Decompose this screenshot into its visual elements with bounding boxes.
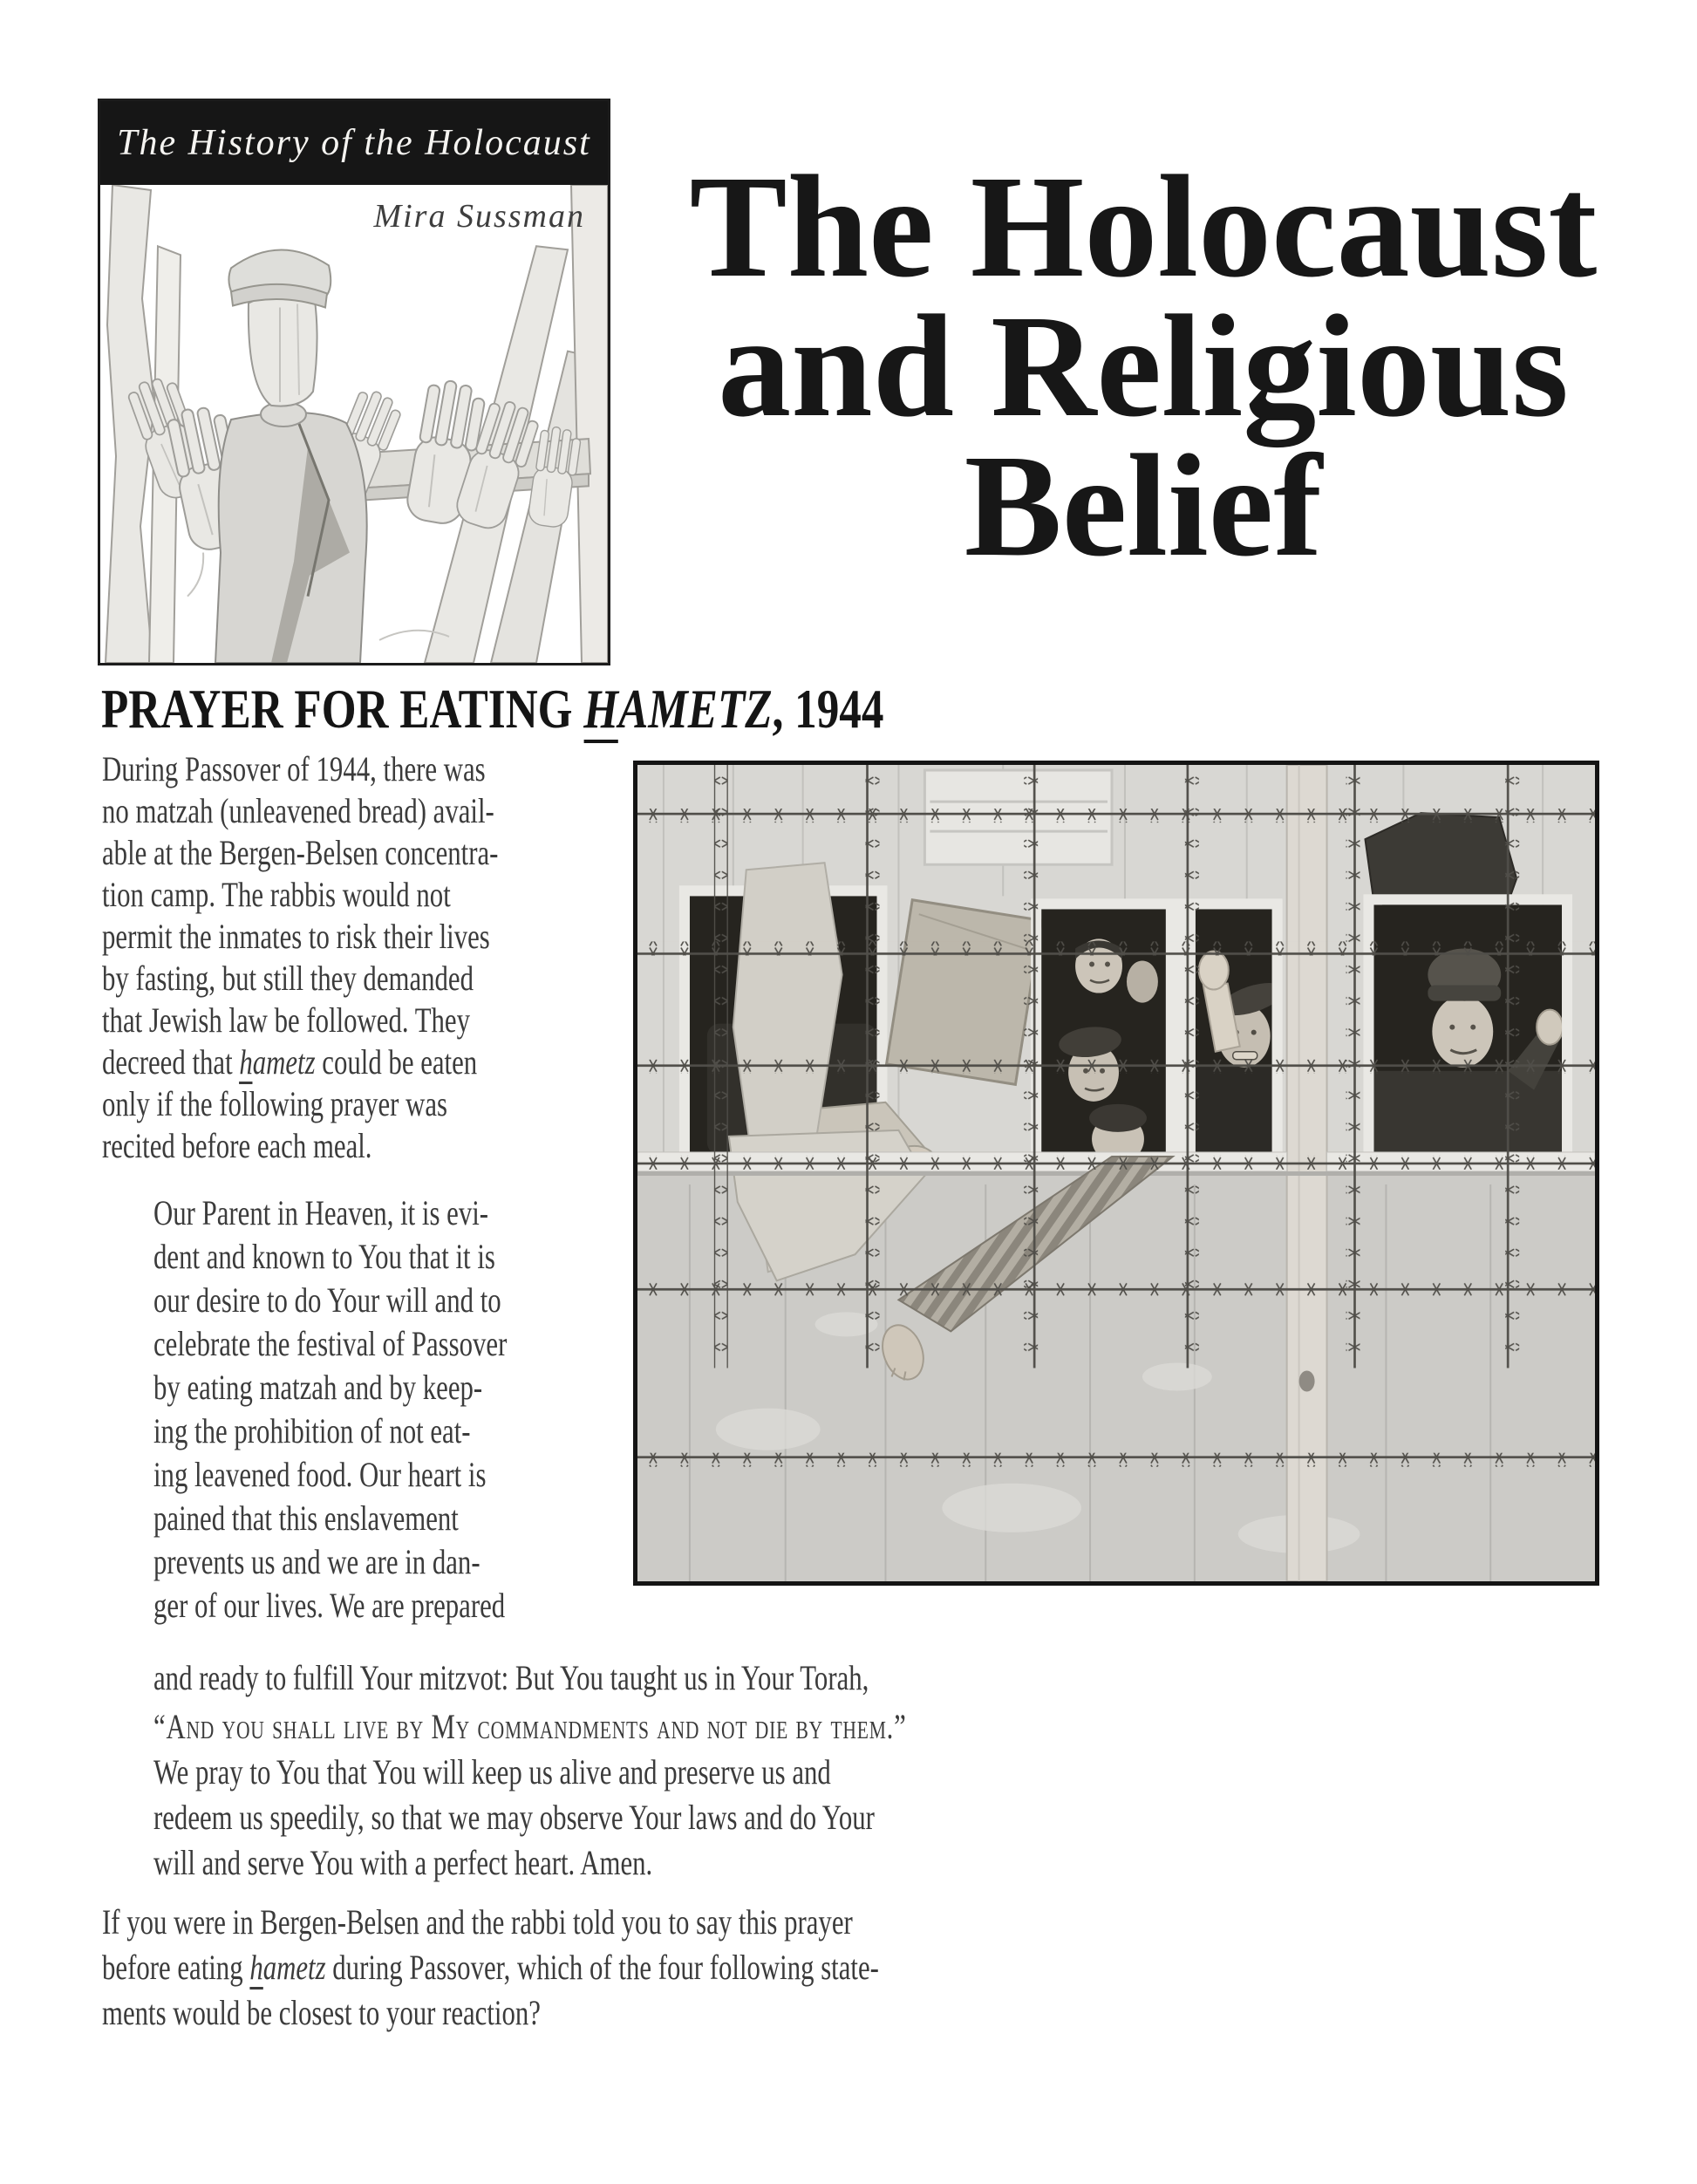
section-heading bbox=[101, 679, 884, 740]
page-title-line: The Holocaust bbox=[689, 146, 1598, 308]
text-line: ments would be closest to your reaction? bbox=[102, 1993, 541, 2032]
window-right bbox=[1368, 899, 1567, 1166]
hametz-word: ametz bbox=[252, 1042, 316, 1082]
section-heading-het-letter: H bbox=[583, 678, 618, 743]
prayer-second-paragraph bbox=[153, 1750, 1090, 1886]
text-line: recited before each meal. bbox=[102, 1126, 372, 1165]
text-line: We pray to You that You will keep us alive and preserve us and bbox=[153, 1752, 831, 1792]
text-line: During Passover of 1944, there was bbox=[102, 749, 486, 788]
text-line: pained that this enslavement bbox=[153, 1498, 459, 1538]
text-line: ger of our lives. We are prepared bbox=[153, 1586, 506, 1625]
text-line: celebrate the festival of Passover bbox=[153, 1324, 508, 1363]
prayer-indented-block bbox=[153, 1191, 612, 1628]
text-line: ing leavened food. Our heart is bbox=[153, 1455, 487, 1494]
book-cover-title-band bbox=[100, 101, 608, 185]
text-line: redeem us speedily, so that we may observe Your laws and do Your bbox=[153, 1798, 875, 1837]
prayer-continuation-block bbox=[153, 1654, 1131, 1751]
text-line: and ready to fulfill Your mitzvot: But You taught us in Your Torah, bbox=[153, 1658, 869, 1697]
section-heading-hametz: AMETZ bbox=[618, 678, 773, 740]
hametz-het-letter: h bbox=[249, 1948, 262, 1989]
text-line: no matzah (unleavened bread) avail- bbox=[102, 791, 494, 830]
text-line: will and serve You with a perfect heart. Amen. bbox=[153, 1843, 653, 1882]
hametz-het-letter: h bbox=[239, 1042, 252, 1084]
book-author: Mira Sussman bbox=[373, 198, 585, 235]
closing-question-paragraph bbox=[102, 1900, 1111, 2036]
text-line: able at the Bergen-Belsen concentra- bbox=[102, 833, 499, 872]
camp-photo bbox=[633, 761, 1599, 1586]
cardboard-sheet bbox=[887, 900, 1042, 1085]
camp-photo-illustration bbox=[637, 765, 1595, 1581]
cover-art-sketch-illustration bbox=[100, 185, 608, 663]
page-title bbox=[616, 146, 1671, 587]
text-line: dent and known to You that it is bbox=[153, 1237, 495, 1276]
section-heading-pre: PRAYER FOR EATING bbox=[101, 678, 584, 740]
hametz-word: ametz bbox=[262, 1948, 326, 1987]
text-line: only if the following prayer was bbox=[102, 1084, 448, 1123]
text-line: permit the inmates to risk their lives bbox=[102, 917, 490, 956]
text-segment: could be eaten bbox=[315, 1042, 478, 1082]
text-segment: during Passover, which of the four following state- bbox=[325, 1948, 879, 1987]
text-line: prevents us and we are in dan- bbox=[153, 1542, 480, 1581]
text-segment: decreed that bbox=[102, 1042, 240, 1082]
text-line bbox=[102, 1041, 498, 1083]
book-cover-thumbnail bbox=[98, 99, 610, 665]
text-line: ing the prohibition of not eat- bbox=[153, 1411, 471, 1450]
text-segment: before eating bbox=[102, 1948, 250, 1987]
text-line: Our Parent in Heaven, it is evi- bbox=[153, 1193, 489, 1232]
text-line: our desire to do Your will and to bbox=[153, 1280, 501, 1320]
page-title-line: Belief bbox=[964, 425, 1323, 587]
page-title-line: and Religious bbox=[718, 285, 1569, 447]
text-line: by eating matzah and by keep- bbox=[153, 1368, 483, 1407]
section-heading-year: , 1944 bbox=[772, 678, 884, 740]
text-line bbox=[102, 1945, 879, 1990]
book-series-title: The History of the Holocaust bbox=[117, 123, 591, 163]
torah-quote-line: “And you shall live by My commandments and not die by them.” bbox=[153, 1707, 907, 1746]
text-line: If you were in Bergen-Belsen and the rabbi told you to say this prayer bbox=[102, 1902, 853, 1942]
text-line: that Jewish law be followed. They bbox=[102, 1000, 470, 1040]
text-line: tion camp. The rabbis would not bbox=[102, 875, 451, 914]
puppet-boy-figure bbox=[215, 249, 367, 663]
intro-paragraph bbox=[102, 748, 617, 1167]
text-line: by fasting, but still they demanded bbox=[102, 959, 474, 998]
book-cover-art bbox=[100, 185, 608, 663]
